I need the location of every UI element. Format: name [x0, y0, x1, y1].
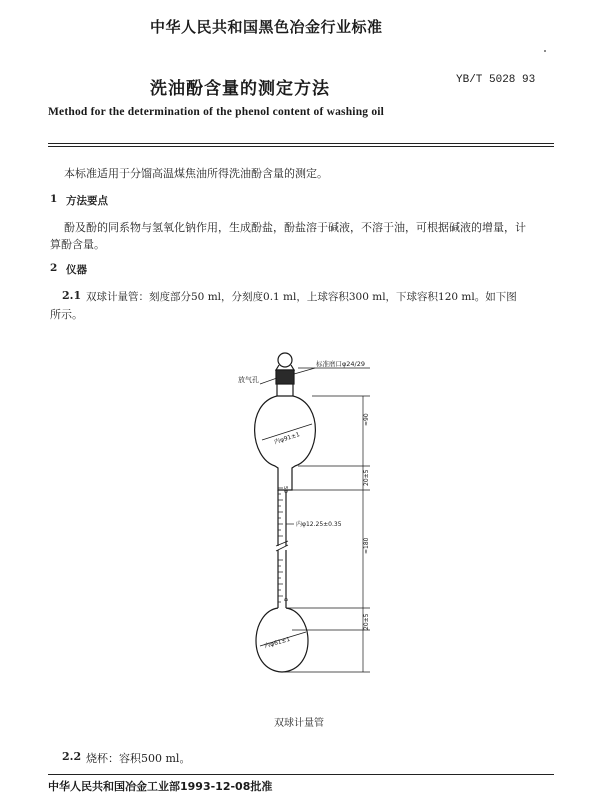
label-upper-bulb-diameter: 内φ91±1: [273, 431, 301, 446]
document-title-en: Method for the determination of the phenol content of washing oil: [48, 106, 385, 118]
section-1-text-line1: 酚及酚的同系物与氢氧化钠作用，生成酚盐，酚盐溶于碱液，不溶于油，可根据碱液的增量，计: [64, 221, 526, 234]
section-2-title: 仪器: [66, 264, 87, 276]
standard-number: YB/T 5028 93: [456, 74, 536, 86]
label-vent-hole: 放气孔: [238, 376, 259, 384]
header-rule-top: [48, 143, 554, 144]
approval-footer: 中华人民共和国冶金工业部1993-12-08批准: [48, 780, 273, 793]
dimension-upper-neck: 20±5: [363, 469, 370, 486]
item-2-2-text: 烧杯：容积500 ml。: [86, 752, 191, 765]
speck: [544, 50, 546, 52]
double-bulb-tube-figure: [220, 340, 400, 700]
label-ground-joint: 标准磨口φ24/29: [316, 360, 366, 368]
dimension-upper-bulb: ≈90: [363, 413, 370, 426]
section-2-number: 2: [50, 262, 58, 274]
scale-mark-0: 0: [282, 598, 288, 602]
item-2-1-number: 2.1: [62, 289, 82, 302]
item-2-1-line2: 所示。: [50, 308, 83, 321]
dimension-lower-neck: 20±5: [363, 613, 370, 630]
item-2-1-line1: 双球计量管：刻度部分50 ml，分刻度0.1 ml，上球容积300 ml，下球容积120 ml。如下图: [86, 291, 517, 303]
document-title-cn: 洗油酚含量的测定方法: [150, 79, 330, 99]
header-rule-bottom: [48, 146, 554, 147]
label-lower-bulb-diameter: 内φ61±1: [263, 635, 291, 650]
section-1-title: 方法要点: [66, 195, 108, 207]
dimension-tube-length: ≈180: [363, 537, 370, 554]
section-1-number: 1: [50, 193, 58, 205]
scope-paragraph: 本标准适用于分馏高温煤焦油所得洗油酚含量的测定。: [64, 167, 328, 180]
upper-bulb: [255, 396, 316, 490]
scale-mark-50: 50: [282, 486, 288, 493]
item-2-2-number: 2.2: [62, 750, 82, 763]
figure-caption: 双球计量管: [274, 718, 324, 729]
issuing-organization: 中华人民共和国黑色冶金行业标准: [150, 18, 383, 36]
label-tube-diameter: 内φ12.25±0.35: [296, 521, 342, 528]
footer-rule: [48, 774, 554, 775]
ground-joint: [276, 370, 294, 384]
stopper-knob: [278, 353, 292, 367]
section-1-text-line2: 算酚含量。: [50, 238, 105, 251]
